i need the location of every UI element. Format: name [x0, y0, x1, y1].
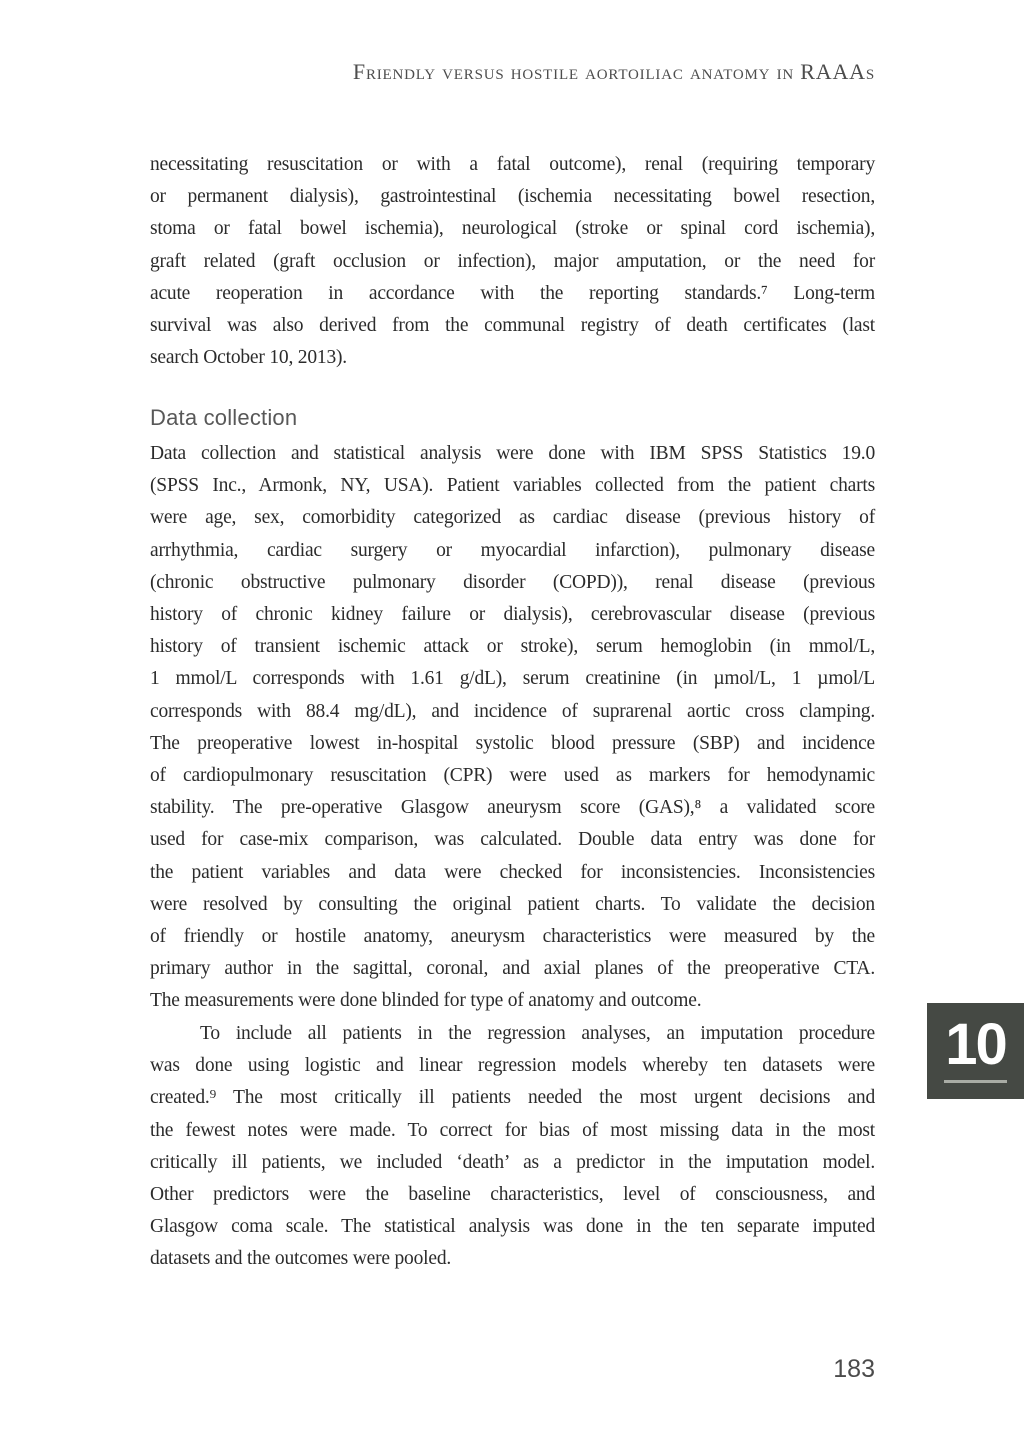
body-line: were resolved by consulting the original patient charts. To validate the decision: [150, 893, 875, 915]
body-line: stoma or fatal bowel ischemia), neurological (stroke or spinal cord ischemia),: [150, 218, 875, 240]
body-line: datasets and the outcomes were pooled.: [150, 1248, 452, 1270]
body-line: of cardiopulmonary resuscitation (CPR) were used as markers for hemodynamic: [150, 765, 875, 787]
body-line: primary author in the sagittal, coronal, and axial planes of the preoperative CTA.: [150, 958, 875, 980]
body-line: search October 10, 2013).: [150, 347, 347, 369]
body-line: survival was also derived from the communal registry of death certificates (last: [150, 315, 875, 337]
body-line: created.⁹ The most critically ill patients needed the most urgent decisions and: [150, 1087, 875, 1109]
body-line: or permanent dialysis), gastrointestinal (ischemia necessitating bowel resection,: [150, 186, 875, 208]
paragraph-data-collection: [150, 438, 875, 1018]
body-line: was done using logistic and linear regression models whereby ten datasets were: [150, 1055, 875, 1077]
body-line: the patient variables and data were checked for inconsistencies. Inconsistencies: [150, 861, 875, 883]
body-line: the fewest notes were made. To correct for bias of most missing data in the most: [150, 1119, 875, 1141]
body-line: Glasgow coma scale. The statistical analysis was done in the ten separate imputed: [150, 1216, 875, 1238]
body-line: To include all patients in the regression analyses, an imputation procedure: [200, 1023, 875, 1044]
body-line: necessitating resuscitation or with a fatal outcome), renal (requiring temporary: [150, 154, 875, 175]
running-header: Friendly versus hostile aortoiliac anatomy in RAAAs: [352, 59, 875, 84]
body-line: (chronic obstructive pulmonary disorder (COPD)), renal disease (previous: [150, 571, 875, 593]
chapter-underline-rule: [944, 1080, 1007, 1083]
body-line: (SPSS Inc., Armonk, NY, USA). Patient variables collected from the patient charts: [150, 475, 875, 497]
body-line: used for case-mix comparison, was calculated. Double data entry was done for: [150, 829, 875, 851]
chapter-number: 10: [945, 1012, 1006, 1077]
page-number: 183: [833, 1355, 875, 1383]
body-line: The preoperative lowest in-hospital systolic blood pressure (SBP) and incidence: [150, 732, 875, 754]
body-line: graft related (graft occlusion or infection), major amputation, or the need for: [150, 250, 875, 272]
body-line: Other predictors were the baseline characteristics, level of consciousness, and: [150, 1184, 875, 1206]
body-line: critically ill patients, we included ‘death’ as a predictor in the imputation model.: [150, 1151, 875, 1173]
body-line: Data collection and statistical analysis were done with IBM SPSS Statistics 19.0: [150, 443, 875, 464]
body-line: The measurements were done blinded for type of anatomy and outcome.: [150, 990, 702, 1012]
paragraph-imputation: [150, 1018, 875, 1276]
body-line: stability. The pre-operative Glasgow aneurysm score (GAS),⁸ a validated score: [150, 797, 875, 819]
body-line: 1 mmol/L corresponds with 1.61 g/dL), serum creatinine (in µmol/L, 1 µmol/L: [150, 668, 875, 690]
body-line: acute reoperation in accordance with the reporting standards.⁷ Long-term: [150, 282, 875, 304]
chapter-tab: [927, 1003, 1024, 1099]
body-line: history of transient ischemic attack or stroke), serum hemoglobin (in mmol/L,: [150, 636, 875, 658]
body-line: arrhythmia, cardiac surgery or myocardial infarction), pulmonary disease: [150, 539, 875, 561]
body-line: history of chronic kidney failure or dialysis), cerebrovascular disease (previous: [150, 604, 875, 626]
body-line: corresponds with 88.4 mg/dL), and incidence of suprarenal aortic cross clamping.: [150, 700, 875, 722]
body-line: were age, sex, comorbidity categorized as cardiac disease (previous history of: [150, 507, 875, 529]
body-line: of friendly or hostile anatomy, aneurysm characteristics were measured by the: [150, 926, 875, 948]
section-heading: Data collection: [150, 405, 298, 430]
paragraph-continuation: [150, 149, 875, 374]
